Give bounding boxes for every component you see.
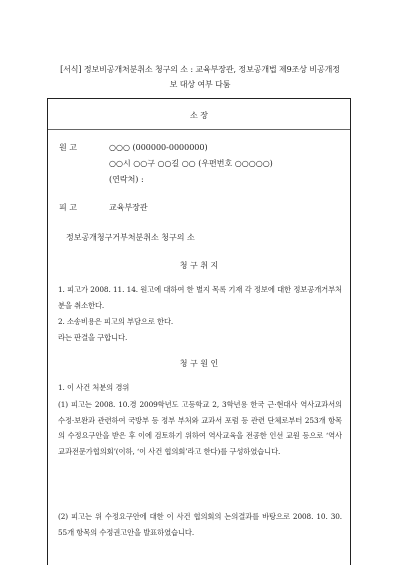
defendant-label: 피 고 [59, 203, 77, 212]
claim-closing: 라는 판결을 구합니다. [58, 333, 128, 342]
header-line-2: 보 대상 여부 다툼 [169, 80, 231, 89]
defendant-name: 교육부장관 [109, 203, 148, 212]
claim-heading: 청 구 취 지 [179, 261, 219, 270]
cause-subheading: 1. 이 사건 처분의 경위 [58, 383, 130, 392]
plaintiff-label: 원 고 [59, 143, 77, 152]
plaintiff-address: ○○시 ○○구 ○○길 ○○ (우편번호 ○○○○○) [109, 159, 273, 168]
complaint-form [47, 98, 351, 565]
title-divider [48, 129, 350, 130]
claim-item-1: 1. 피고가 2008. 11. 14. 원고에 대하여 한 별지 목록 기재 각 정보에 대한 정보공개거부처분을 취소한다. [58, 285, 342, 310]
plaintiff-contact: (연락처) : [109, 175, 144, 184]
claim-item-2: 2. 소송비용은 피고의 부담으로 한다. [58, 317, 174, 326]
cause-paragraph-2: (2) 피고는 위 수정요구안에 대한 이 사건 협의회의 논의결과를 바탕으로 2008. 10. 30. 55개 항목의 수정권고안을 발표하였습니다. [58, 512, 342, 537]
case-name: 정보공개청구거부처분취소 청구의 소 [66, 233, 195, 242]
document-header [10, 62, 390, 92]
header-line-1: [서식] 정보비공개처분취소 청구의 소 : 교육부장관, 정보공개법 제9조상 비공개정 [60, 65, 340, 74]
plaintiff-name: ○○○ (000000-0000000) [109, 143, 208, 152]
document-title: 소 장 [190, 111, 208, 120]
cause-paragraph-1: (1) 피고는 2008. 10.경 2009학년도 고등학교 2, 3학년용 한국 근·현대사 역사교과서의 수정·보완과 관련하여 국방부 등 정부 부처와 교과서 포럼 등 관련 단체로부터 253개 항목의 수정요구안을 받은 후 이에 검토하기 위하여 역사교육을 전공한 인선 교원 등으로 ‘역사교과전문가협의회’(이하, ‘이 사건 협의회’라고 한다)를 구성하였습니다. [58, 400, 342, 456]
cause-heading: 청 구 원 인 [179, 359, 219, 368]
